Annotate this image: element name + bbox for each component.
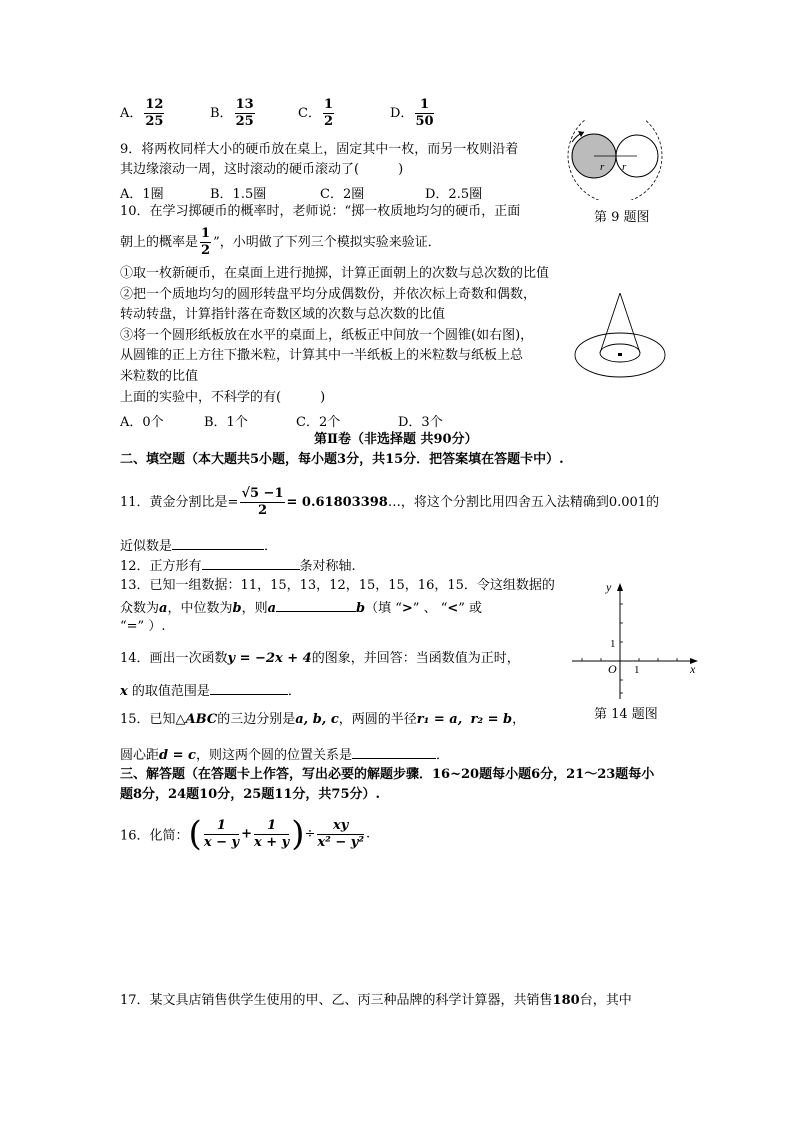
q10-item-2: ②把一个质地均匀的圆形转盘平均分成偶数份，并依次标上奇数和偶数，	[120, 287, 537, 302]
q16-end: .	[366, 826, 371, 842]
q15-line2	[120, 746, 449, 764]
center-distance: d = c	[159, 748, 196, 763]
q8-option-c	[298, 97, 336, 130]
frac-denominator: 2	[201, 243, 211, 258]
option-letter: B．	[210, 106, 233, 121]
radius-label: r	[600, 161, 605, 173]
frac-denominator: 25	[145, 114, 164, 129]
radius-label-2: r	[622, 161, 627, 173]
q9-caption: 第 9 题图	[594, 210, 650, 225]
frac-numerator: 1	[254, 818, 289, 835]
q11-end: ．	[264, 539, 278, 554]
gt-symbol: >	[401, 601, 413, 616]
q10-question: 上面的实验中，不科学的有( )	[120, 390, 326, 405]
section3-header-line2: 题8分，24题10分，25题11分，共75分）.	[120, 787, 381, 802]
q13-text: ，则	[241, 601, 268, 616]
x-tick-label: 1	[634, 664, 640, 676]
q12-text-end: 条对称轴.	[299, 559, 356, 574]
y-axis-arrow-icon	[617, 583, 623, 591]
var-a: a	[267, 601, 277, 616]
q15-text: 圆心距	[120, 748, 160, 763]
q16-text: 16．化简：	[120, 828, 189, 844]
answer-blank[interactable]	[352, 746, 436, 759]
frac-numerator: 1	[204, 818, 239, 835]
q13-text: ，中位数为	[167, 601, 233, 616]
y-axis-label: y	[606, 580, 612, 594]
q10-line1: 10．在学习掷硬币的概率时，老师说：“掷一枚质地均匀的硬币，正面	[120, 204, 521, 219]
q10-line2-text-end: ”，小明做了下列三个模拟实验来验证．	[213, 235, 441, 250]
q14-line2	[120, 682, 301, 700]
var-b: b	[232, 601, 242, 616]
q15-line1	[120, 712, 525, 728]
q17-line1	[120, 993, 632, 1009]
q9-option-c: C．2圈	[320, 187, 365, 202]
q12-line	[120, 557, 356, 575]
center-mark	[618, 353, 622, 356]
q10-item-3: ③将一个圆形纸板放在水平的桌面上，纸板正中间放一个圆锥(如右图)，	[120, 328, 534, 343]
plus-sign: +	[241, 826, 252, 842]
golden-ratio-value: = 0.61803398	[286, 495, 388, 510]
frac-denominator: x − y	[203, 834, 240, 850]
q13-line1: 13．已知一组数据：11，15，13，12，15，15，16，15．令这组数据的	[120, 578, 555, 593]
q14-end: ．	[287, 684, 301, 699]
q14-text: 的取值范围是	[127, 684, 210, 699]
answer-blank[interactable]	[202, 557, 300, 570]
q10-item-3c: 米粒数的比值	[120, 369, 199, 384]
origin-label: O	[608, 662, 617, 676]
q9-option-b: B．1.5圈	[210, 187, 267, 202]
linear-function: y = −2x + 4	[227, 651, 312, 666]
q13-line3: “=” ）.	[120, 619, 166, 634]
q10-item-2b: 转动转盘，计算指针落在奇数区域的次数与总次数的比值	[120, 307, 446, 322]
q10-cone-figure	[570, 285, 690, 385]
q10-option-c: C．2个	[296, 415, 341, 430]
q11-text-end: …，将这个分割比用四舍五入法精确到0.001的	[387, 495, 660, 510]
q17-text: 17．某文具店销售供学生使用的甲、乙、丙三种品牌的科学计算器，共销售	[120, 993, 553, 1008]
q12-text: 12．正方形有	[120, 559, 202, 574]
arrowhead-icon	[578, 131, 584, 137]
triangle-abc: △ABC	[175, 712, 218, 727]
q11-line2-text: 近似数是	[120, 539, 173, 554]
x-axis-label: x	[690, 662, 696, 676]
q14-axes-figure	[568, 575, 703, 703]
q13-line2	[120, 599, 482, 617]
q13-text: ” 或	[458, 601, 483, 616]
q13-text: 众数为	[120, 601, 160, 616]
option-letter: D．	[390, 106, 414, 121]
q17-number: 180	[552, 993, 580, 1008]
q9-line2: 其边缘滚动一周，这时滚动的硬币滚动了( )	[120, 162, 404, 177]
var-b: b	[356, 601, 366, 616]
q14-line1	[120, 651, 520, 667]
q15-text: ，则这两个圆的位置关系是	[195, 748, 352, 763]
lt-symbol: <	[447, 601, 459, 616]
q15-text: ，	[512, 712, 526, 727]
q9-line1: 9．将两枚同样大小的硬币放在桌上，固定其中一枚，而另一枚则沿着	[120, 142, 519, 157]
q9-option-a: A．1圈	[120, 187, 164, 202]
answer-blank[interactable]	[172, 537, 264, 550]
y-tick-label: 1	[610, 638, 616, 650]
part2-title: 第Ⅱ卷（非选择题 共90分）	[314, 432, 478, 447]
frac-numerator: √5 −1	[241, 486, 284, 501]
q14-text: 14．画出一次函数	[120, 651, 228, 666]
q14-caption: 第 14 题图	[594, 707, 658, 722]
frac-denominator: 2	[323, 114, 333, 129]
divide-sign: ÷	[304, 826, 316, 842]
frac-numerator: 1	[415, 97, 433, 114]
frac-numerator: 1	[201, 226, 211, 241]
frac-denominator: x² − y²	[317, 834, 365, 850]
right-paren: )	[291, 814, 305, 854]
radius-r2: r₂ = b	[470, 712, 513, 727]
q13-text: ” 、 “	[412, 601, 448, 616]
answer-blank[interactable]	[210, 682, 288, 695]
sides-abc: a, b, c	[295, 712, 339, 727]
q8-option-d	[390, 97, 436, 130]
frac-numerator: xy	[317, 818, 364, 835]
q13-text: （填 “	[365, 601, 402, 616]
answer-blank[interactable]	[276, 599, 356, 612]
section2-header: 二、填空题（本大题共5小题，每小题3分，共15分．把答案填在答题卡中）.	[120, 452, 564, 467]
q15-end: ．	[435, 748, 449, 763]
q8-option-a	[120, 97, 166, 130]
q10-line2	[120, 226, 441, 259]
q10-item-1: ①取一枚新硬币，在桌面上进行抛掷，计算正面朝上的次数与总次数的比值	[120, 266, 550, 281]
option-letter: A．	[120, 106, 143, 121]
q9-option-d: D．2.5圈	[425, 187, 483, 202]
q17-text-end: 台，其中	[579, 993, 632, 1008]
q10-option-d: D．3个	[398, 415, 443, 430]
frac-denominator: 50	[415, 114, 434, 129]
axis-ticks	[582, 604, 677, 693]
q11-line2	[120, 537, 277, 555]
option-letter: C．	[298, 106, 321, 121]
frac-numerator: 13	[235, 97, 254, 112]
q16-line	[120, 814, 370, 854]
q11-text: 11．黄金分割比是=	[120, 495, 239, 510]
q14-text: 的图象，并回答：当函数值为正时，	[311, 651, 520, 666]
frac-numerator: 12	[145, 97, 164, 112]
q10-option-b: B．1个	[204, 415, 248, 430]
q15-text: ，两圆的半径	[338, 712, 417, 727]
left-paren: (	[188, 814, 202, 854]
frac-denominator: 2	[257, 503, 267, 518]
q8-option-b	[210, 97, 257, 130]
frac-denominator: 25	[235, 114, 254, 129]
q10-item-3b: 从圆锥的正上方往下撒米粒，计算其中一半纸板上的米粒数与纸板上总	[120, 348, 524, 363]
q9-coins-figure	[560, 120, 680, 200]
q15-text: 的三边分别是	[217, 712, 296, 727]
frac-numerator: 1	[323, 97, 333, 112]
section3-header-line1: 三、解答题（在答题卡上作答，写出必要的解题步骤．16~20题每小题6分，21～23题每小	[120, 767, 655, 782]
q10-line2-text: 朝上的概率是	[120, 235, 199, 250]
radius-r1: r₁ = a,	[416, 712, 463, 727]
var-x: x	[120, 684, 128, 699]
q11-line1	[120, 486, 659, 519]
var-a: a	[159, 601, 168, 616]
q15-text: 15．已知	[120, 712, 176, 727]
frac-denominator: x + y	[253, 834, 290, 850]
q10-option-a: A．0个	[120, 415, 164, 430]
